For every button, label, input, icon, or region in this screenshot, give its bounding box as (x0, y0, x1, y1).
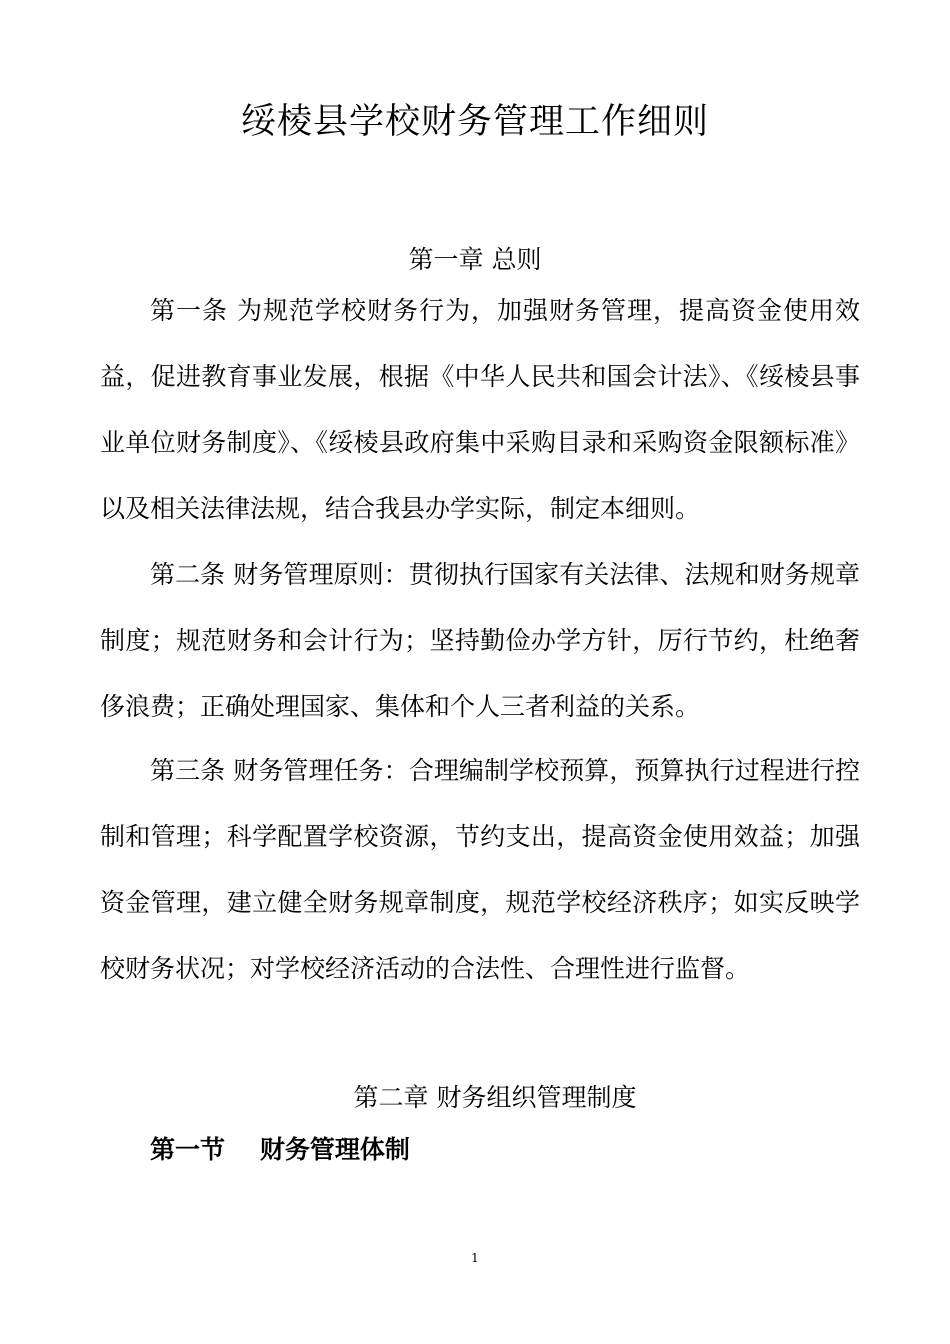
article-paragraph: 第三条 财务管理任务：合理编制学校预算，预算执行过程进行控制和管理；科学配置学校资源，节约支出，提高资金使用效益；加强资金管理，建立健全财务规章制度，规范学校经济秩序；如实反映学校财务状况；对学校经济活动的合法性、合理性进行监督。 (100, 756, 860, 983)
chapter-heading: 第一章 总则 (408, 245, 542, 274)
page-number: 1 (471, 1251, 479, 1265)
article-paragraph: 第一条 为规范学校财务行为，加强财务管理，提高资金使用效益，促进教育事业发展，根据《中华人民共和国会计法》、《绥棱县事业单位财务制度》、《绥棱县政府集中采购目录和采购资金限额标准》以及相关法律法规，结合我县办学实际，制定本细则。 (100, 296, 860, 523)
document-title: 绥棱县学校财务管理工作细则 (240, 102, 709, 142)
section-heading: 第一节 财务管理体制 (150, 1135, 410, 1164)
chapter-heading: 第二章 财务组织管理制度 (353, 1083, 637, 1112)
article-paragraph: 第二条 财务管理原则：贯彻执行国家有关法律、法规和财务规章制度；规范财务和会计行为；坚持勤俭办学方针，厉行节约，杜绝奢侈浪费；正确处理国家、集体和个人三者利益的关系。 (100, 560, 860, 721)
